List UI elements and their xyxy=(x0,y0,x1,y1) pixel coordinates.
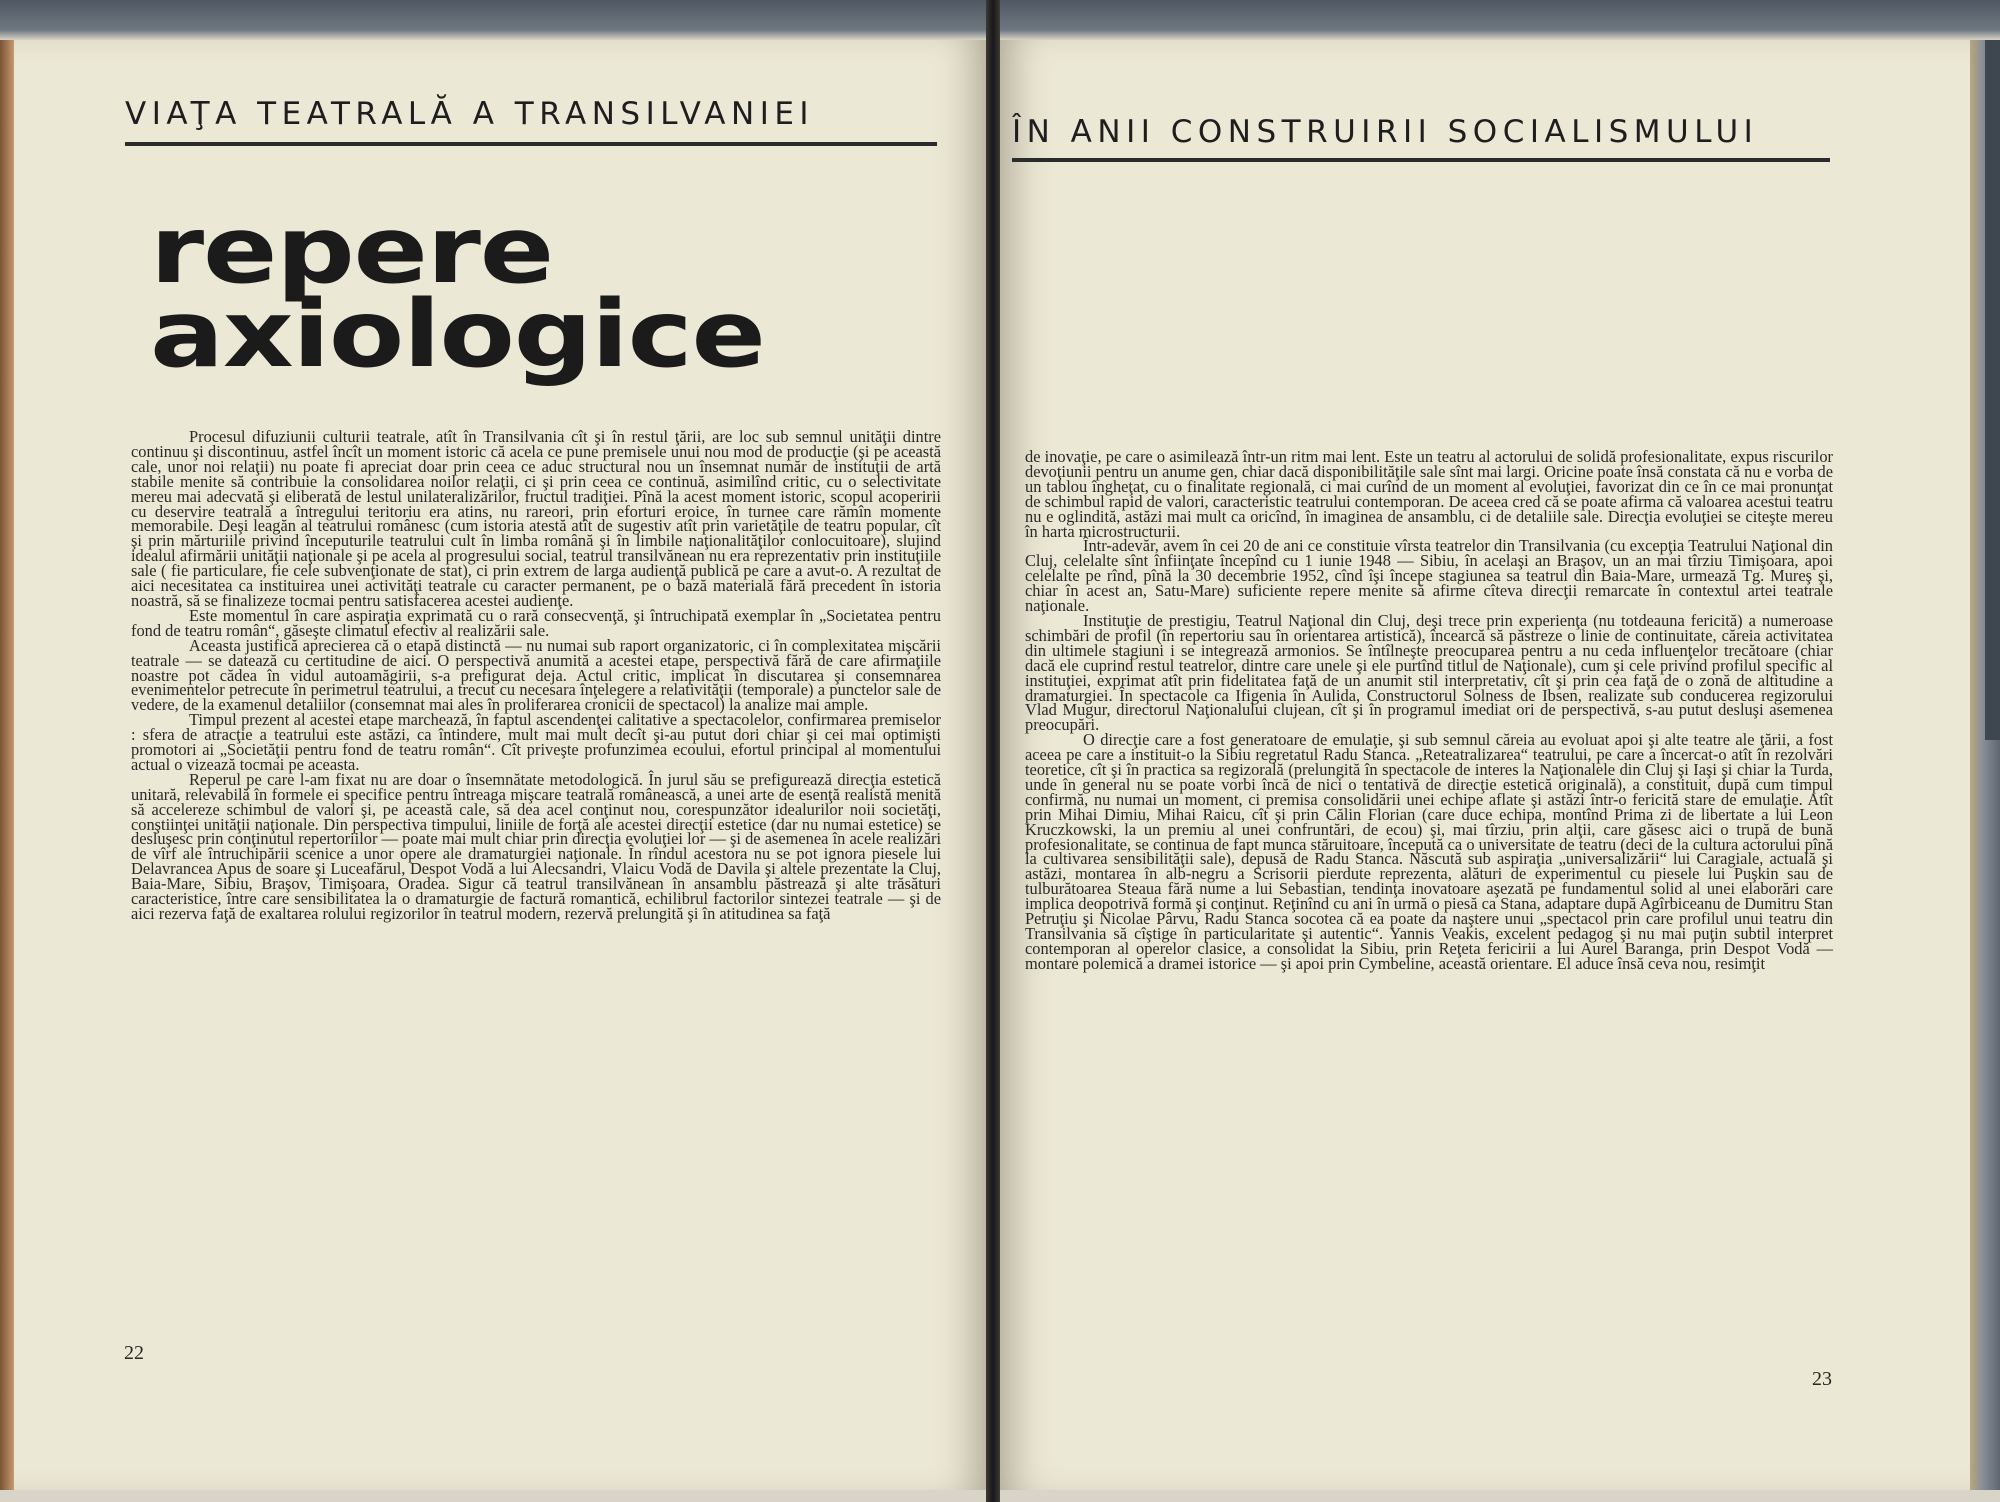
paragraph: Procesul difuziunii culturii teatrale, atît în Transilvania cît şi în restul ţării, are loc sub semnul unităţii dintre continuu şi discontinuu, astfel încît un moment istoric că acela ce pune premisele unui nou mod de producţie (şi pe această cale, unor noi relaţii) nu poate fi apreciat doar prin ceea ce aduc structural nou un însemnat număr de instituţii de artă stabile menite să contribuie la consolidarea noilor relaţii, ci şi prin ceea ce continuă, asimilînd critic, cu o selectivitate mereu mai adecvată şi eliberată de lestul unilateralizărilor, fructul tradiţiei. Pînă la acest moment istoric, scopul acoperirii cu deservire teatrală a întregului teritoriu era atins, nu rareori, prin eforturi eroice, în turnee care rămîn momente memorabile. Deşi leagăn al teatrului românesc (cum istoria atestă atît de sugestiv atît prin varietăţile de teatru popular, cît şi prin mărturiile privind începuturile teatrului cult în limba română şi în limbile naţionalităţilor conlocuitoare), slujind idealul afirmării unităţii naţionale şi pe acela al progresului social, teatrul transilvănean nu era reprezentativ prin instituţiile sale ( fie particulare, fie cele subvenţionate de stat), ci prin extrem de larga audienţă publică pe care a avut-o. A rezultat de aici necesitatea ca instituirea unei activităţi teatrale cu caracter permanent, pe o bază materială fără precedent în istoria noastră, să se finalizeze tocmai pentru satisfacerea acestei audienţe. xyxy=(131,427,941,610)
paragraph: Instituţie de prestigiu, Teatrul Naţional din Cluj, deşi trece prin experienţa (nu totdeauna fericită) a numeroase schimbări de profil (în repertoriu sau în orientarea artistică), încearcă să păstreze o linie de continuitate, căreia activitatea din ultimele stagiuni i se integrează armonios. Se întîlneşte preocuparea pentru a nu ceda influenţelor trecătoare (chiar dacă ele cuprind restul teatrelor, dintre care unele şi ele purtînd titlul de Naţionale), cum şi cele privind profilul specific al instituţiei, exprimat atît prin fidelitatea faţă de un anumit stil interpretativ, cît şi prin cea faţă de o zonă de altitudine a dramaturgiei. În spectacole ca Ifigenia în Aulida, Constructorul Solness de Ibsen, realizate sub conducerea regizorului Vlad Mugur, directorul Naţionalului clujean, cît şi în programul imediat ori de perspectivă, s-au putut desluşi asemenea preocupări. xyxy=(1025,610,1833,735)
article-title xyxy=(150,196,765,388)
paragraph: O direcţie care a fost generatoare de emulaţie, şi sub semnul căreia au evoluat apoi şi alte teatre ale ţării, a fost aceea pe care a instituit-o la Sibiu regretatul Radu Stanca. „Reteatralizarea“ teatrului, pe care a încercat-o atît în rezolvări teoretice, cît şi în practica sa regizorală (prelungită în spectacole de interes la Naţionalele din Cluj şi Iaşi şi chiar la Turda, unde în general nu se poate vorbi încă de nici o tentativă de direcţie estetică originală), a constituit, după cum timpul confirmă, nu numai un moment, ci premisa consolidării unei echipe aflate şi astăzi într-o fericită stare de emulaţie. Atît prin Mihai Dimiu, Mihai Raicu, cît şi prin Călin Florian (care duce echipa, montînd Prima zi de libertate a lui Leon Kruczkowski, la un premiu al unei confruntări, de ecou) şi, mai tîrziu, prin alţii, care găsesc aici o trupă de bună profesionalitate, se continua de fapt munca stăruitoare, începută ca o universitate de teatru (deci de la cultura actorului pînă la cultivarea sensibilităţii sale), depusă de Radu Stanca. Născută sub aspiraţia „universalizării“ lui Caragiale, actuală şi astăzi, montarea în alb-negru a Scrisorii pierdute reprezenta, alături de experimentul cu piesele lui Puşkin sau de tulburătoarea Steaua fără nume a lui Sebastian, tendinţa inovatoare aşezată pe fundamentul solid al unei elaborări care implica deopotrivă formă şi conţinut. Reţinînd cu ani în urmă o piesă ca Stana, adaptare după Agîrbiceanu de Dumitru Stan Petruţiu şi Nicolae Pârvu, Radu Stanca socotea că ea poate da naştere unui „spectacol prin care profilul unui teatru din Transilvania să cîştige în particularitate şi autentic“. Yannis Veakis, excelent pedagog şi nu mai puţin subtil interpret contemporan al operelor clasice, a consolidat la Sibiu, prin Reţeta fericirii a lui Aurel Baranga, prin Despot Vodă — montare polemică a dramei istorice — şi apoi prin Cymbeline, această orientare. El aduce însă ceva nou, resimţit xyxy=(1025,730,1833,973)
paragraph: Este momentul în care aspiraţia exprimată cu o rară consecvenţă, şi întruchipată exemplar în „Societatea pentru fond de teatru român“, găseşte climatul efectiv al realizării sale. xyxy=(131,605,941,640)
page-number-right: 23 xyxy=(1812,1368,1832,1390)
running-head-right: ÎN ANII CONSTRUIRII SOCIALISMULUI xyxy=(1012,114,1759,150)
page-number-left: 22 xyxy=(124,1342,144,1364)
book-edge-left xyxy=(0,40,14,1490)
running-head-left: VIAŢA TEATRALĂ A TRANSILVANIEI xyxy=(125,96,815,132)
title-line-1: repere xyxy=(150,196,554,304)
heading-rule-right xyxy=(1012,158,1830,162)
book-spine xyxy=(986,0,1000,1502)
paragraph: Într-adevăr, avem în cei 20 de ani ce constituie vîrsta teatrelor din Transilvania (cu excepţia Teatrului Naţional din Cluj, celelalte sînt înfiinţate începînd cu 1 iunie 1948 — Sibiu, în acelaşi an Braşov, un an mai tîrziu Timişoara, apoi celelalte pe rînd, pînă la 30 decembrie 1952, cînd îşi începe stagiunea sa teatrul din Baia-Mare, urmează Tg. Mureş şi, chiar în acest an, Satu-Mare) suficiente repere menite să afirme cîteva direcţii remarcate în contextul artei teatrale naţionale. xyxy=(1025,536,1833,616)
title-line-2: axiologice xyxy=(150,280,765,388)
paragraph: Reperul pe care l-am fixat nu are doar o însemnătate metodologică. În jurul său se prefigurează direcţia estetică unitară, relevabilă în formele ei specifice pentru întreaga mişcare teatrală românească, a unei arte de esenţă realistă menită să accelereze schimbul de valori şi, pe această cale, să dea acel conţinut nou, corespunzător idealurilor noii societăţi, conştiinţei unităţii naţionale. Din perspectiva timpului, liniile de forţă ale acestei direcţii estetice (dar nu numai estetice) se desluşesc prin conţinutul repertoriilor — poate mai mult chiar prin direcţia evoluţiei lor — şi de asemenea în acele realizări de vîrf ale întruchipării scenice a unor opere ale dramaturgiei naţionale. În rîndul acestora nu se pot ignora piesele lui Delavrancea Apus de soare şi Luceafărul, Despot Vodă a lui Alecsandri, Vlaicu Vodă de Davila şi altele prezentate la Cluj, Baia-Mare, Sibiu, Braşov, Timişoara, Oradea. Sigur că teatrul transilvănean în ansamblu păstrează şi alte trăsături caracteristice, între care sensibilitatea la o dramaturgie de factură romantică, echilibrul factorilor sintezei teatrale — şi de aici rezerva faţă de exaltarea rolului regizorilor în teatrul modern, rezervă prelungită şi în atitudinea sa faţă xyxy=(131,769,941,923)
right-text-column xyxy=(1025,447,1833,973)
paragraph: Timpul prezent al acestei etape marchează, în faptul ascendenţei calitative a spectacolelor, confirmarea premiselor : sfera de atracţie a teatrului este astăzi, ca întindere, mult mai mult decît şi-au putut dori chiar şi cei mai optimişti promotori ai „Societăţii pentru fond de teatru român“. Cît priveşte profunzimea ecoului, efortul principal al momentului actual o vizează tocmai pe aceasta. xyxy=(131,710,941,774)
left-text-column xyxy=(131,427,941,923)
paragraph: de inovaţie, pe care o asimilează într-un ritm mai lent. Este un teatru al actorului de solidă profesionalitate, expus riscurilor devoţiunii pentru un anume gen, chiar dacă disponibilităţile sale sînt mai largi. Oricine poate însă constata că nu e vorba de un tablou îngheţat, cu o finalitate regională, ci mai curînd de un moment al evoluţiei, favorizat din ce în ce mai pronunţat de schimbul rapid de valori, caracteristic teatrului contemporan. De aceea cred că se poate afirma că valoarea acestui teatru nu e oglindită, astăzi mai mult ca oricînd, în imaginea de ansamblu, ci de detaliile sale. Direcţia evoluţiei se citeşte mereu în harta microstructurii. xyxy=(1025,447,1833,541)
scan-border-band xyxy=(1985,40,2000,740)
paragraph: Aceasta justifică aprecierea că o etapă distinctă — nu numai sub raport organizatoric, ci în complexitatea mişcării teatrale — se datează cu certitudine de aici. O perspectivă anumită a acestei etape, perspectivă fără de care afirmaţiile noastre pot cădea în vidul autoamăgirii, s-a prefigurat deja. Actul critic, implicat în discutarea şi consemnarea evenimentelor petrecute în perimetrul teatrului, a trecut cu necesara înţelegere a relativităţii (temporale) a punctelor sale de vedere, de la examenul detaliilor (consemnat mai ales în proliferarea cronicii de spectacol) la analize mai ample. xyxy=(131,635,941,715)
heading-rule-left xyxy=(125,142,937,146)
